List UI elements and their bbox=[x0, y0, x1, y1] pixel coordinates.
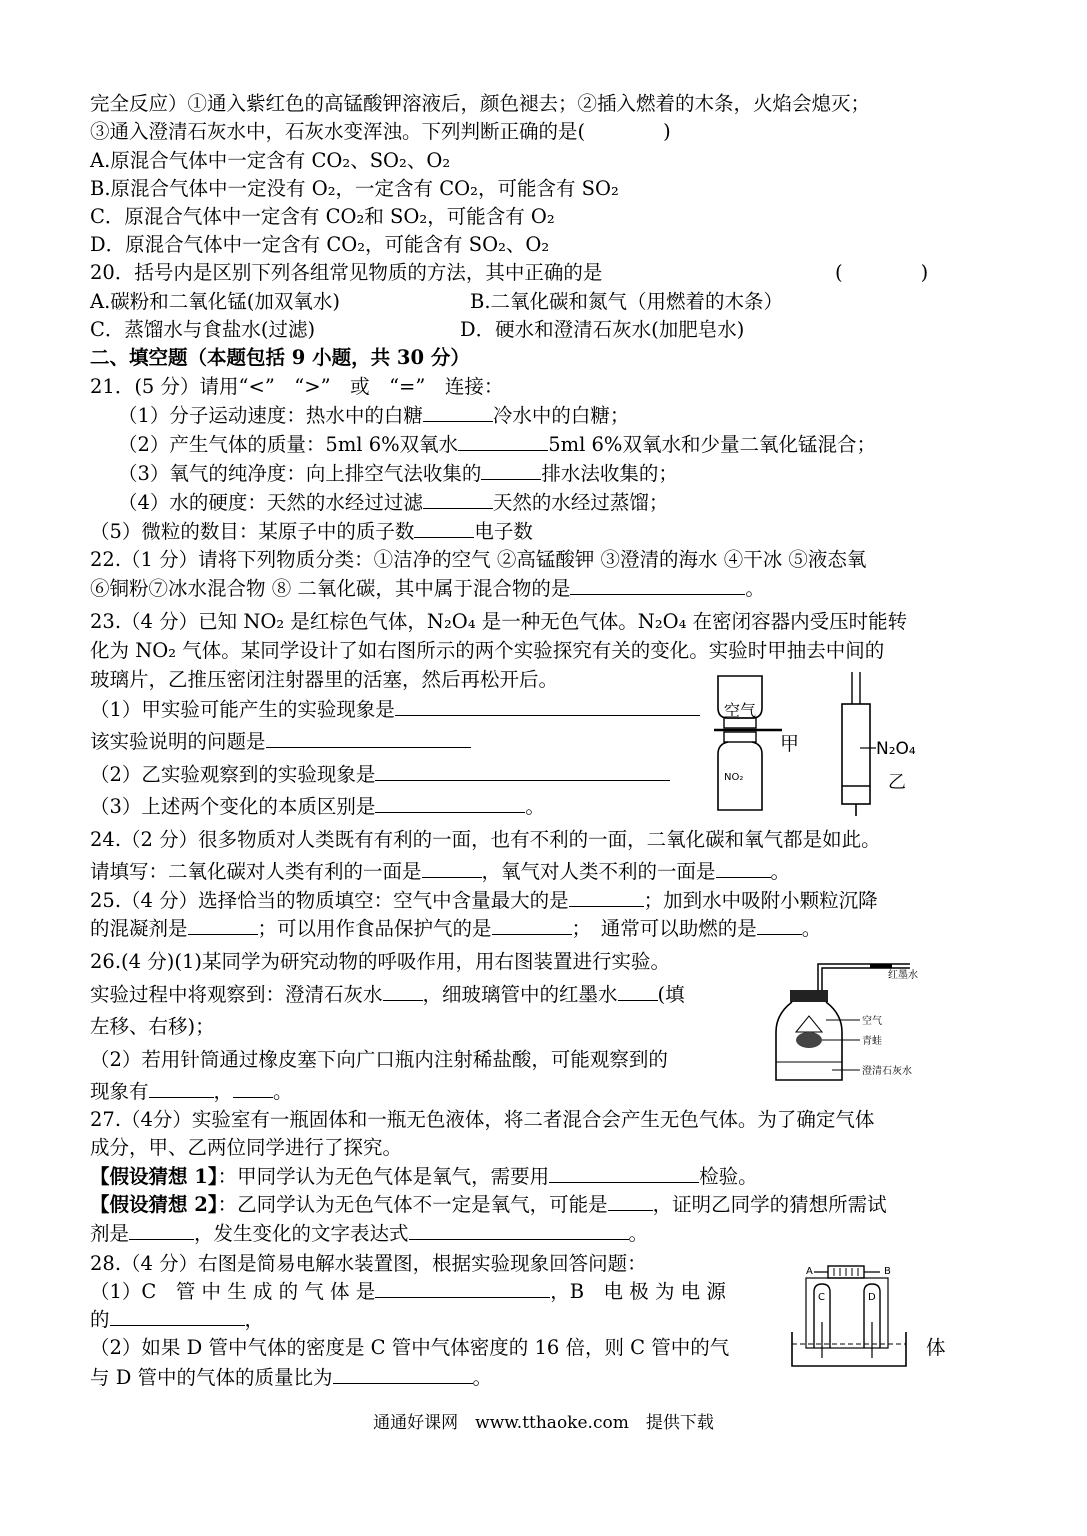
n2o4-label: N₂O₄ bbox=[876, 739, 916, 759]
q24-line-2: 请填写：二氧化碳对人类有利的一面是 ，氧气对人类不利的一面是 。 bbox=[90, 860, 791, 883]
jar-neck-bottom bbox=[724, 732, 756, 742]
ink-label: 红墨水 bbox=[888, 970, 918, 981]
answer-blank[interactable] bbox=[549, 1164, 699, 1183]
footer: 通通好课网 www.tthaoke.com 提供下载 bbox=[373, 1413, 714, 1433]
answer-blank[interactable] bbox=[481, 461, 541, 480]
syringe-barrel bbox=[842, 704, 870, 804]
q20-option-d: D．硬水和澄清石灰水(加肥皂水) bbox=[460, 318, 745, 341]
q28-line-1: 28.（4 分）右图是简易电解水装置图，根据实验现象回答问题： bbox=[90, 1252, 647, 1275]
q24-line-1: 24.（2 分）很多物质对人类既有有利的一面，也有不利的一面，二氧化碳和氧气都是如此。 bbox=[90, 828, 881, 851]
q26-line-4: （2）若用针筒通过橡皮塞下向广口瓶内注射稀盐酸，可能观察到的 bbox=[90, 1048, 668, 1071]
answer-blank[interactable] bbox=[716, 859, 771, 878]
answer-blank[interactable] bbox=[423, 490, 493, 509]
q21-item-2: （2）产生气体的质量：5ml 6%双氧水 5ml 6%双氧水和少量二氧化锰混合； bbox=[118, 433, 876, 456]
q27-hypothesis-2: 【假设猜想 2】：乙同学认为无色气体不一定是氧气，可能是 ，证明乙同学的猜想所需试 bbox=[90, 1193, 887, 1216]
water-trough bbox=[792, 1332, 906, 1366]
tube-d-label: D bbox=[868, 1292, 876, 1303]
q19-option-c: C．原混合气体中一定含有 CO₂和 SO₂，可能含有 O₂ bbox=[90, 205, 555, 228]
answer-blank[interactable] bbox=[188, 916, 258, 935]
air-label: 空气 bbox=[724, 701, 757, 720]
q23-line-3: 玻璃片，乙推压密闭注射器里的活塞，然后再松开后。 bbox=[90, 668, 559, 691]
answer-blank[interactable] bbox=[383, 982, 423, 1001]
q26-line-1: 26.(4 分)(1)某同学为研究动物的呼吸作用，用右图装置进行实验。 bbox=[90, 950, 670, 973]
q28-figure bbox=[788, 1262, 913, 1372]
answer-blank[interactable] bbox=[757, 916, 802, 935]
animal bbox=[796, 1032, 822, 1048]
electrode-a-label: A bbox=[806, 1266, 813, 1277]
answer-blank[interactable] bbox=[395, 697, 700, 716]
answer-blank[interactable] bbox=[569, 888, 644, 907]
q22-line-1: 22.（1 分）请将下列物质分类：①洁净的空气 ②高锰酸钾 ③澄清的海水 ④干冰 ⑤液态氧 bbox=[90, 548, 867, 571]
q23-sub-1: （1）甲实验可能产生的实验现象是 bbox=[90, 696, 700, 724]
q21-item-3: （3）氧气的纯净度：向上排空气法收集的 排水法收集的； bbox=[118, 462, 678, 485]
q20-option-a: A.碳粉和二氧化锰(加双氧水) bbox=[90, 290, 340, 313]
frame bbox=[806, 1278, 888, 1348]
q19-line-1: 完全反应）①通入紫红色的高锰酸钾溶液后，颜色褪去；②插入燃着的木条，火焰会熄灭； bbox=[90, 92, 871, 115]
answer-blank[interactable] bbox=[570, 576, 745, 595]
answer-blank[interactable] bbox=[333, 1365, 473, 1384]
q23-line-1: 23.（4 分）已知 NO₂ 是红棕色气体，N₂O₄ 是一种无色气体。N₂O₄ 在密闭容器内受压时能转 bbox=[90, 610, 908, 633]
q26-line-5: 现象有 ， 。 bbox=[90, 1080, 293, 1103]
q28-line-4: （2）如果 D 管中气体的密度是 C 管中气体密度的 16 倍，则 C 管中的气 bbox=[90, 1336, 730, 1359]
q23-sub-1-explain: 该实验说明的问题是 bbox=[90, 728, 471, 756]
yi-label: 乙 bbox=[888, 772, 906, 793]
q23-line-2: 化为 NO₂ 气体。某同学设计了如右图所示的两个实验探究有关的变化。实验时甲抽去中间的 bbox=[90, 639, 885, 662]
rubber-stopper bbox=[790, 990, 828, 1002]
answer-blank[interactable] bbox=[375, 1279, 550, 1298]
q21-item-4: （4）水的硬度：天然的水经过过滤 天然的水经过蒸馏； bbox=[118, 491, 669, 514]
answer-blank[interactable] bbox=[414, 519, 474, 538]
q27-hypothesis-1: 【假设猜想 1】：甲同学认为无色气体是氧气，需要用 检验。 bbox=[90, 1165, 758, 1188]
q20-option-c: C．蒸馏水与食盐水(过滤) bbox=[90, 318, 316, 341]
q20-answer-paren: ( ) bbox=[835, 261, 929, 284]
q27-line-1: 27.（4分）实验室有一瓶固体和一瓶无色液体，将二者混合会产生无色气体。为了确定气体 bbox=[90, 1108, 875, 1131]
q20-stem: 20．括号内是区别下列各组常见物质的方法，其中正确的是 bbox=[90, 261, 603, 284]
answer-blank[interactable] bbox=[375, 794, 525, 813]
q19-line-2: ③通入澄清石灰水中，石灰水变浑浊。下列判断正确的是( ) bbox=[90, 120, 671, 143]
answer-blank[interactable] bbox=[618, 982, 658, 1001]
air-label: 空气 bbox=[862, 1016, 882, 1027]
q26-line-3: 左移、右移)； bbox=[90, 1015, 215, 1038]
q25-line-2: 的混凝剂是 ；可以用作食品保护气的是 ； 通常可以助燃的是 。 bbox=[90, 917, 822, 940]
answer-blank[interactable] bbox=[608, 1192, 653, 1211]
q27-line-5: 剂是 ，发生变化的文字表达式 。 bbox=[90, 1222, 649, 1245]
answer-blank[interactable] bbox=[233, 1079, 273, 1098]
q22-line-2: ⑥铜粉⑦冰水混合物 ⑧ 二氧化碳，其中属于混合物的是 。 bbox=[90, 577, 765, 600]
q21-stem: 21．(5 分）请用“<” “>” 或 “=” 连接： bbox=[90, 375, 504, 398]
q20-option-b: B.二氧化碳和氮气（用燃着的木条） bbox=[470, 290, 784, 313]
q28-line-3: 的 ， bbox=[90, 1308, 265, 1331]
jia-label: 甲 bbox=[780, 733, 800, 755]
answer-blank[interactable] bbox=[422, 859, 482, 878]
answer-blank[interactable] bbox=[149, 1079, 214, 1098]
q19-option-b: B.原混合气体中一定没有 O₂，一定含有 CO₂，可能含有 SO₂ bbox=[90, 177, 619, 200]
answer-blank[interactable] bbox=[492, 916, 572, 935]
q23-sub-3: （3）上述两个变化的本质区别是 。 bbox=[90, 795, 545, 818]
tube-c-label: C bbox=[818, 1292, 825, 1303]
electrode-b-label: B bbox=[884, 1266, 891, 1277]
q25-line-1: 25.（4 分）选择恰当的物质填空：空气中含量最大的是 ；加到水中吸附小颗粒沉降 bbox=[90, 889, 878, 912]
q23-sub-2: （2）乙实验观察到的实验现象是 bbox=[90, 761, 670, 789]
q21-item-5: （5）微粒的数目：某原子中的质子数 电子数 bbox=[90, 520, 533, 543]
q23-figure bbox=[700, 668, 960, 818]
answer-blank[interactable] bbox=[423, 403, 493, 422]
no2-label: NO₂ bbox=[724, 772, 744, 783]
ink-drop bbox=[870, 964, 892, 968]
q26-figure bbox=[770, 950, 960, 1085]
q26-line-2: 实验过程中将观察到：澄清石灰水 ，细玻璃管中的红墨水 (填 bbox=[90, 983, 685, 1006]
q28-line-4-end: 体 bbox=[926, 1336, 946, 1359]
answer-blank[interactable] bbox=[458, 432, 548, 451]
answer-blank[interactable] bbox=[266, 729, 471, 748]
animal-label: 青蛙 bbox=[862, 1036, 882, 1047]
q19-option-a: A.原混合气体中一定含有 CO₂、SO₂、O₂ bbox=[90, 149, 451, 172]
q28-line-5: 与 D 管中的气体的质量比为 。 bbox=[90, 1366, 493, 1389]
q27-line-2: 成分，甲、乙两位同学进行了探究。 bbox=[90, 1136, 403, 1159]
lime-water-label: 澄清石灰水 bbox=[862, 1066, 912, 1077]
q19-option-d: D．原混合气体中一定含有 CO₂，可能含有 SO₂、O₂ bbox=[90, 233, 550, 256]
q21-item-1: （1）分子运动速度：热水中的白糖 冷水中的白糖； bbox=[118, 404, 630, 427]
answer-blank[interactable] bbox=[129, 1221, 194, 1240]
section-heading: 二、填空题（本题包括 9 小题，共 30 分） bbox=[90, 346, 470, 369]
answer-blank[interactable] bbox=[409, 1221, 629, 1240]
answer-blank[interactable] bbox=[375, 762, 670, 781]
q28-line-2: （1）C 管 中 生 成 的 气 体 是 ，B 电 极 为 电 源 bbox=[90, 1280, 726, 1303]
answer-blank[interactable] bbox=[110, 1307, 245, 1326]
